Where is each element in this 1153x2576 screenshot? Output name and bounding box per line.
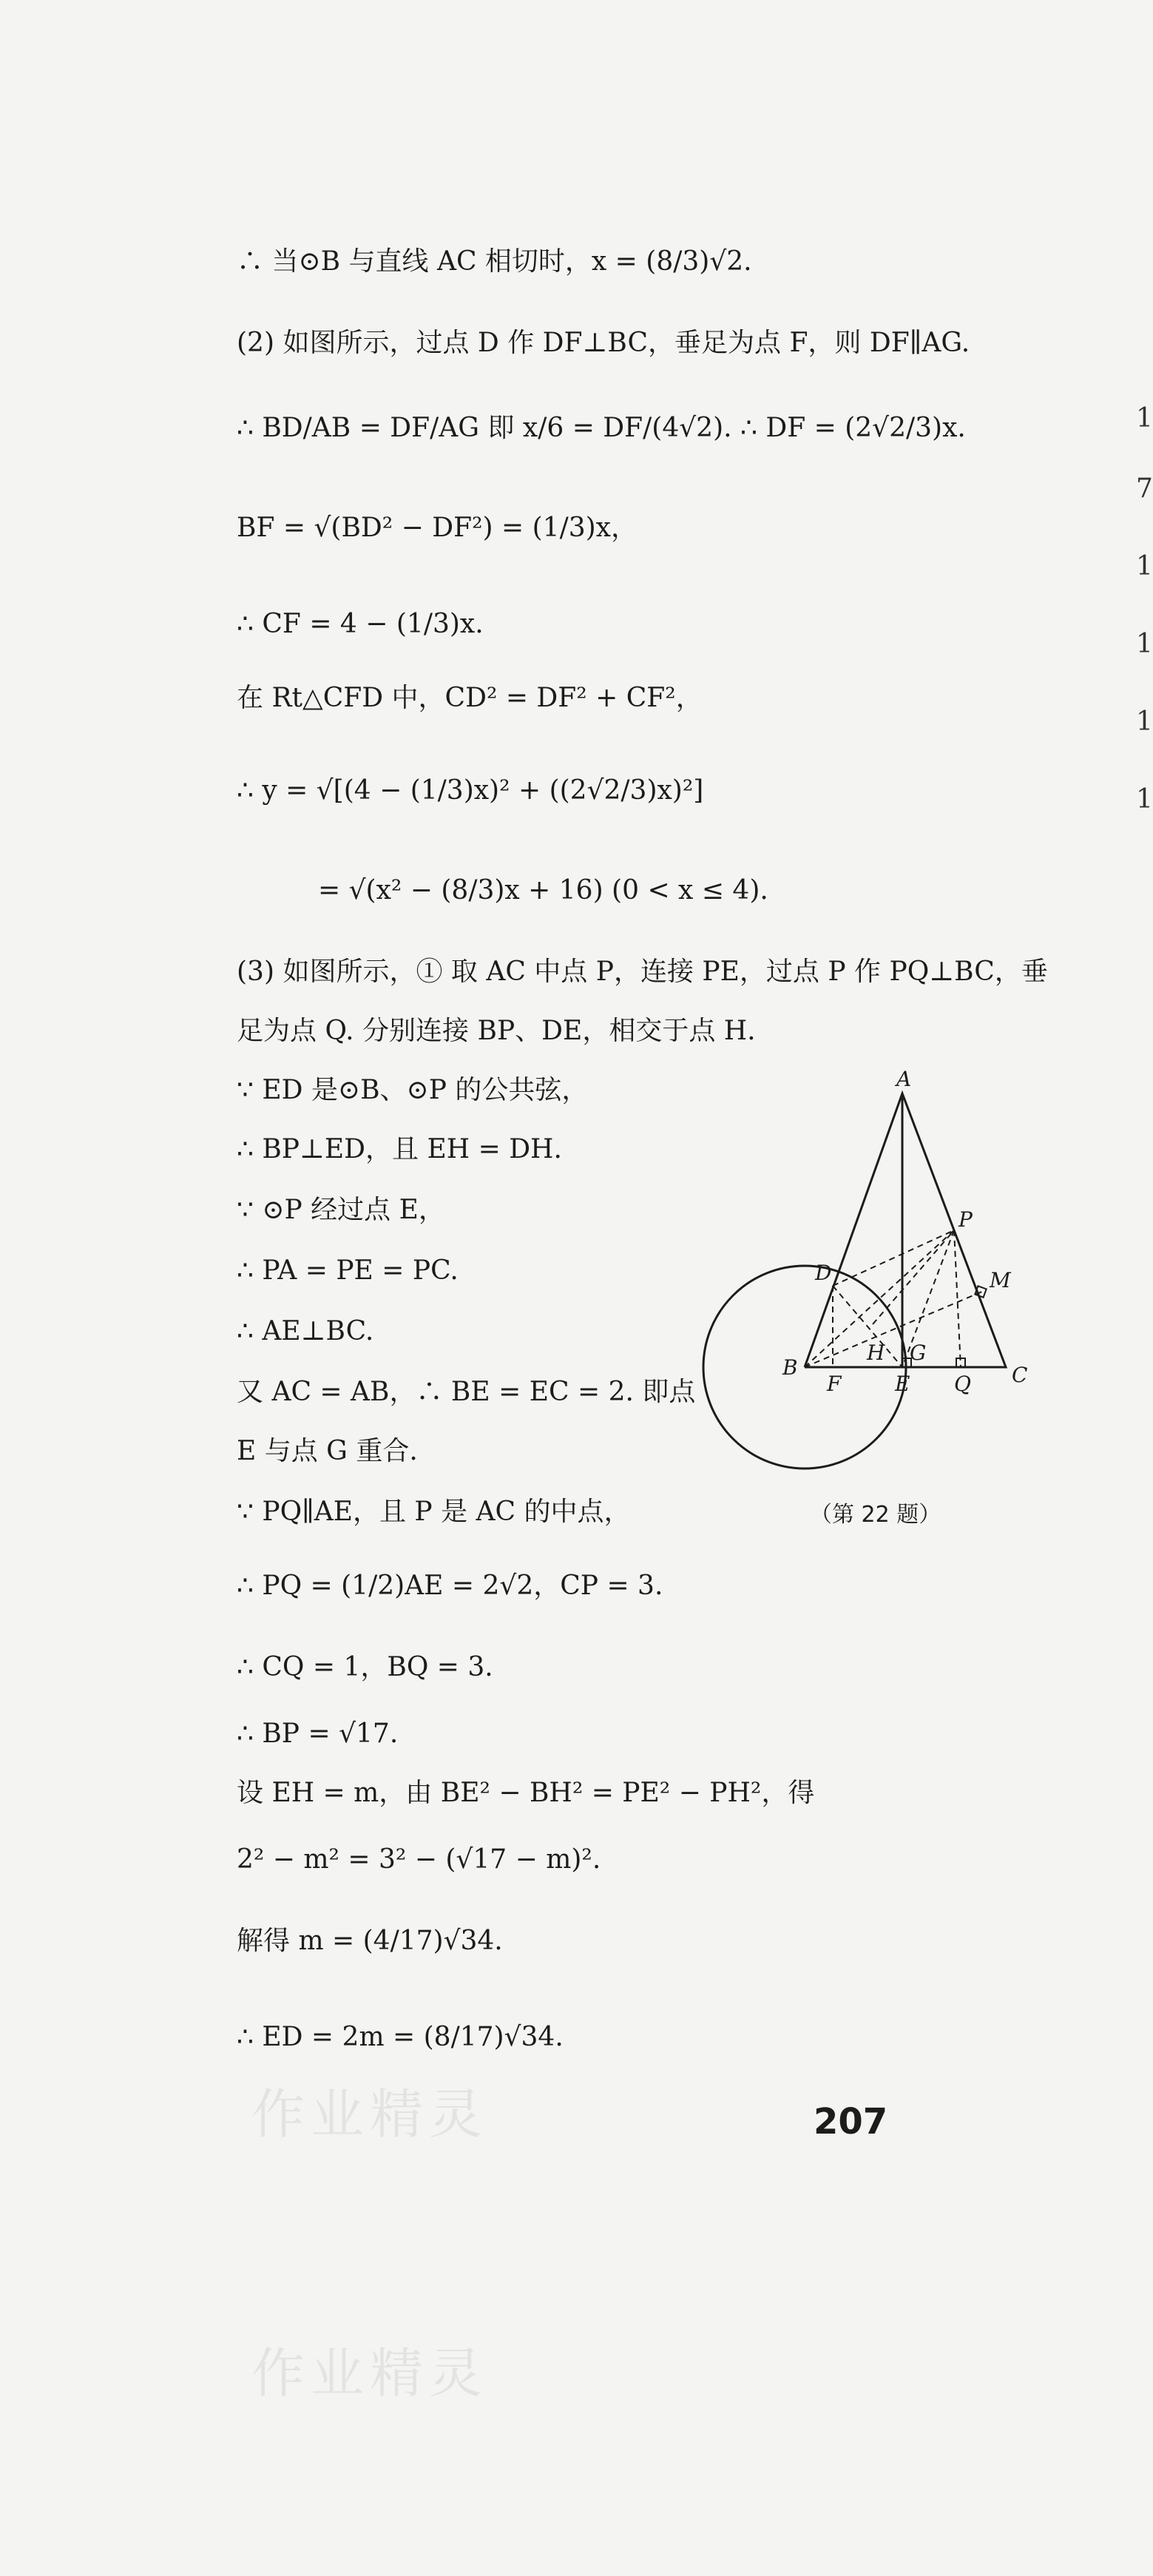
text-line-6: 在 Rt△CFD 中，CD² = DF² + CF²，: [237, 683, 703, 713]
text-line-21: ∴ BP = √17.: [237, 1719, 399, 1749]
text-line-4: BF = √(BD² − DF²) = (1/3)x，: [237, 513, 638, 543]
text-line-23: 2² − m² = 3² − (√17 − m)².: [237, 1844, 601, 1875]
label-c: C: [1012, 1363, 1028, 1387]
segment-hp: [873, 1230, 954, 1324]
text-line-14: ∴ PA = PE = PC.: [237, 1255, 459, 1286]
segment-pq: [954, 1230, 961, 1367]
text-line-24: 解得 m = (4/17)√34.: [237, 1926, 503, 1956]
page-number: 207: [814, 2101, 888, 2142]
label-a: A: [896, 1067, 912, 1091]
text-line-22: 设 EH = m，由 BE² − BH² = PE² − PH²，得: [237, 1778, 815, 1808]
text-line-19: ∴ PQ = (1/2)AE = 2√2，CP = 3.: [237, 1571, 663, 1601]
edge-mark: 1: [1136, 784, 1153, 815]
text-line-11: ∵ ED 是⊙B、⊙P 的公共弦，: [237, 1075, 589, 1105]
text-line-16: 又 AC = AB，∴ BE = EC = 2. 即点: [237, 1377, 696, 1407]
text-line-8: = √(x² − (8/3)x + 16) (0 < x ≤ 4).: [318, 875, 768, 906]
text-line-13: ∵ ⊙P 经过点 E，: [237, 1195, 445, 1225]
text-line-17: E 与点 G 重合.: [237, 1436, 418, 1466]
text-line-15: ∴ AE⊥BC.: [237, 1316, 374, 1346]
segment-bm: [805, 1291, 984, 1367]
edge-mark: 1: [1136, 629, 1153, 659]
text-line-9: (3) 如图所示，① 取 AC 中点 P，连接 PE，过点 P 作 PQ⊥BC，垂: [237, 957, 1048, 987]
edge-mark: 1: [1136, 551, 1153, 581]
text-line-3: ∴ BD/AB = DF/AG 即 x/6 = DF/(4√2). ∴ DF = (2√2/3)x.: [237, 413, 966, 443]
label-e: E: [895, 1372, 910, 1396]
label-b: B: [782, 1355, 798, 1380]
label-p: P: [958, 1207, 973, 1232]
label-d: D: [815, 1261, 832, 1285]
text-line-20: ∴ CQ = 1，BQ = 3.: [237, 1652, 493, 1682]
triangle-abc: [805, 1093, 1006, 1367]
geometry-figure: [695, 1065, 1043, 1480]
watermark: 作业精灵: [251, 2083, 489, 2145]
text-line-18: ∵ PQ∥AE，且 P 是 AC 的中点，: [237, 1497, 631, 1527]
edge-mark: 1: [1136, 707, 1153, 737]
label-h: H: [867, 1341, 885, 1365]
text-line-25: ∴ ED = 2m = (8/17)√34.: [237, 2022, 564, 2052]
text-line-7: ∴ y = √[(4 − (1/3)x)² + ((2√2/3)x)²]: [237, 775, 704, 806]
label-q: Q: [954, 1372, 971, 1396]
edge-mark: 7: [1136, 473, 1153, 504]
label-g: G: [910, 1341, 927, 1365]
text-line-2: (2) 如图所示，过点 D 作 DF⊥BC，垂足为点 F，则 DF∥AG.: [237, 328, 970, 358]
text-line-10: 足为点 Q. 分别连接 BP、DE，相交于点 H.: [237, 1016, 756, 1046]
text-line-12: ∴ BP⊥ED，且 EH = DH.: [237, 1134, 562, 1164]
label-m: M: [990, 1268, 1011, 1292]
label-f: F: [827, 1372, 842, 1396]
text-line-1: ∴ 当⊙B 与直线 AC 相切时，x = (8/3)√2.: [237, 246, 752, 277]
edge-mark: 1: [1136, 403, 1153, 434]
figure-caption: （第 22 题）: [810, 1502, 941, 1528]
watermark: 作业精灵: [251, 2342, 489, 2404]
text-line-5: ∴ CF = 4 − (1/3)x.: [237, 609, 484, 639]
